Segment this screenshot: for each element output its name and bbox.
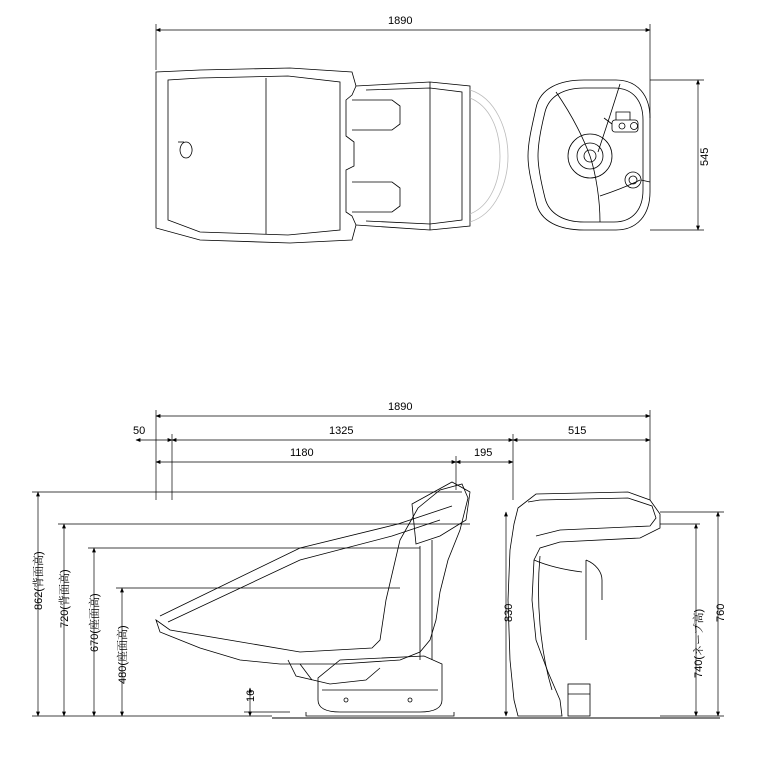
side-view-nape-height-label: 740(ネープ高)	[693, 608, 705, 678]
side-view-seat-length-label: 1180	[290, 447, 314, 459]
side-view-backrest-height-max-label: 862(背面高)	[33, 551, 45, 610]
top-view-geometry	[156, 68, 650, 243]
side-view-front-offset-label: 50	[133, 425, 146, 437]
side-view-unit-height-label: 760	[715, 603, 727, 622]
side-view-backrest-offset-label: 195	[474, 447, 493, 459]
side-view-base-clearance-label: 16	[245, 689, 257, 702]
side-view-chair-length-label: 1325	[329, 425, 354, 437]
side-view-backrest-height-min-label: 720(背面高)	[59, 569, 71, 628]
side-view-overall-length-label: 1890	[388, 401, 413, 413]
side-view-geometry	[156, 482, 720, 718]
top-view-overall-length-label: 1890	[388, 15, 413, 27]
side-view-seat-height-min-label: 480(座面高)	[117, 625, 129, 684]
side-view-bowl-section-length-label: 515	[568, 425, 587, 437]
side-view-seat-height-max-label: 670(座面高)	[89, 593, 101, 652]
top-view-overall-width-label: 545	[699, 147, 711, 166]
side-view-bowl-height-label: 830	[503, 603, 515, 622]
